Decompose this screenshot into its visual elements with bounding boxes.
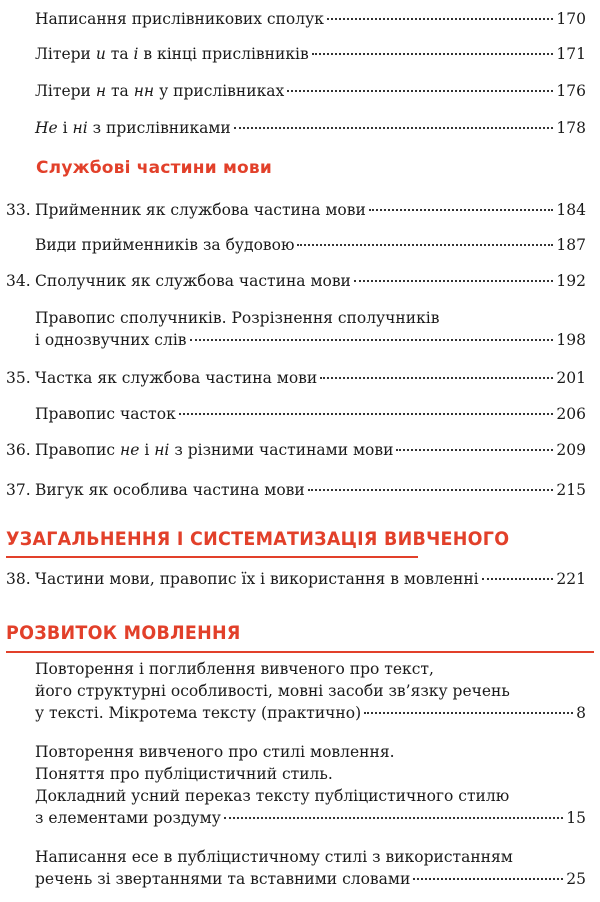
entry-title: речень зі звертаннями та вставними словами — [35, 870, 411, 888]
entry-title: Літери н та нн у прислівниках — [35, 82, 285, 100]
entry-title: і однозвучних слів — [35, 331, 187, 349]
entry-number: 36. — [6, 441, 31, 459]
section-underline — [6, 651, 594, 653]
entry-number: 33. — [6, 201, 31, 219]
entry-title-line: Повторення вивченого про стилі мовлення. — [35, 743, 395, 761]
page-number: 201 — [556, 369, 586, 387]
leader-dots — [396, 449, 553, 451]
entry-title: Не і ні з прислівниками — [35, 119, 231, 137]
entry-title: Вигук як особлива частина мови — [35, 481, 305, 499]
page-number: 198 — [556, 331, 586, 349]
page-number: 176 — [556, 82, 586, 100]
page-number: 192 — [556, 272, 586, 290]
page-number: 221 — [556, 570, 586, 588]
leader-dots — [413, 878, 563, 880]
entry-title: Правопис не і ні з різними частинами мови — [35, 441, 394, 459]
entry-number: 37. — [6, 481, 31, 499]
page-number: 215 — [556, 481, 586, 499]
page-number: 170 — [556, 10, 586, 28]
entry-title-line: Написання есе в публіцистичному стилі з використанням — [35, 848, 513, 866]
entry-title: Сполучник як службова частина мови — [35, 272, 351, 290]
leader-dots — [364, 712, 573, 714]
entry-title: Літери и та і в кінці прислівників — [35, 45, 309, 63]
page-number: 184 — [556, 201, 586, 219]
entry-title-line: його структурні особливості, мовні засоби зв’язку речень — [35, 682, 510, 700]
leader-dots — [354, 280, 554, 282]
entry-title: Прийменник як службова частина мови — [35, 201, 366, 219]
page-number: 178 — [556, 119, 586, 137]
entry-title: у тексті. Мікротема тексту (практично) — [35, 704, 362, 722]
leader-dots — [190, 339, 554, 341]
entry-title: Частини мови, правопис їх і використання в мовленні — [35, 570, 479, 588]
entry-title-line: Правопис сполучників. Розрізнення сполучників — [35, 309, 440, 327]
entry-title-line: Повторення і поглиблення вивченого про текст, — [35, 660, 434, 678]
leader-dots — [312, 53, 554, 55]
leader-dots — [327, 18, 553, 20]
entry-title: Частка як службова частина мови — [35, 369, 318, 387]
entry-title: Написання прислівникових сполук — [35, 10, 324, 28]
page-number: 209 — [556, 441, 586, 459]
leader-dots — [179, 413, 554, 415]
entry-number: 34. — [6, 272, 31, 290]
entry-number: 38. — [6, 570, 31, 588]
entry-title: з елементами роздуму — [35, 809, 221, 827]
section-underline — [6, 556, 418, 558]
section-heading-summary: УЗАГАЛЬНЕННЯ І СИСТЕМАТИЗАЦІЯ ВИВЧЕНОГО — [6, 528, 510, 550]
page-number: 171 — [556, 45, 586, 63]
page-number: 25 — [566, 870, 586, 888]
leader-dots — [287, 90, 553, 92]
leader-dots — [369, 209, 554, 211]
entry-title: Види прийменників за будовою — [35, 236, 295, 254]
page-number: 187 — [556, 236, 586, 254]
leader-dots — [224, 817, 563, 819]
leader-dots — [308, 489, 554, 491]
leader-dots — [482, 578, 554, 580]
section-heading-service-parts: Службові частини мови — [36, 158, 272, 178]
entry-title: Правопис часток — [35, 405, 176, 423]
entry-title-line: Поняття про публіцистичний стиль. — [35, 765, 333, 783]
entry-number: 35. — [6, 369, 31, 387]
leader-dots — [320, 377, 553, 379]
page-number: 8 — [576, 704, 586, 722]
page-number: 15 — [566, 809, 586, 827]
page-number: 206 — [556, 405, 586, 423]
leader-dots — [297, 244, 553, 246]
leader-dots — [234, 127, 554, 129]
section-heading-speech-development: РОЗВИТОК МОВЛЕННЯ — [6, 622, 241, 644]
entry-title-line: Докладний усний переказ тексту публіцистичного стилю — [35, 787, 510, 805]
